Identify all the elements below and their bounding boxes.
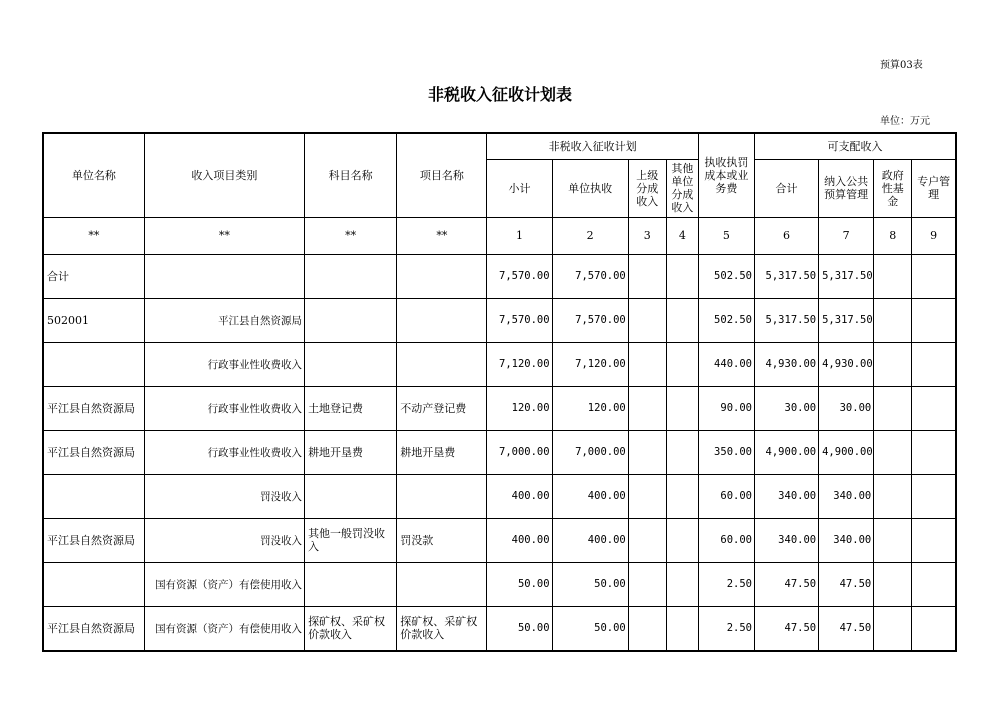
value-cell-6: 5,317.50	[754, 254, 818, 298]
header-disposable-group: 可支配收入	[754, 133, 956, 159]
item-name-cell: 探矿权、采矿权价款收入	[397, 606, 487, 651]
value-cell-2: 50.00	[552, 562, 628, 606]
code-cell: 5	[698, 217, 754, 254]
table-row	[43, 254, 956, 298]
value-cell-6: 30.00	[754, 386, 818, 430]
header-enforcement-cost: 执收执罚成本或业务费	[698, 133, 754, 217]
value-cell-8	[874, 562, 912, 606]
code-cell: 6	[754, 217, 818, 254]
unit-name-cell: 平江县自然资源局	[43, 518, 144, 562]
value-cell-ategory	[144, 254, 304, 298]
value-cell-3	[628, 342, 666, 386]
value-cell-4	[666, 342, 698, 386]
item-name-cell: 不动产登记费	[397, 386, 487, 430]
table-row	[43, 386, 956, 430]
table-row	[43, 562, 956, 606]
value-cell-4	[666, 430, 698, 474]
value-cell-7: 4,900.00	[819, 430, 874, 474]
unit-name-cell: 平江县自然资源局	[43, 606, 144, 651]
value-cell-ategory: 罚没收入	[144, 518, 304, 562]
value-cell-9	[912, 430, 956, 474]
value-cell-1: 50.00	[487, 606, 552, 651]
value-cell-6: 340.00	[754, 474, 818, 518]
value-cell-9	[912, 474, 956, 518]
value-cell-3	[628, 606, 666, 651]
value-cell-1: 120.00	[487, 386, 552, 430]
value-cell-6: 47.50	[754, 562, 818, 606]
value-cell-9	[912, 254, 956, 298]
value-cell-8	[874, 606, 912, 651]
header-other-share: 其他单位分成收入	[666, 159, 698, 217]
table-row	[43, 298, 956, 342]
value-cell-5: 440.00	[698, 342, 754, 386]
unit-name-cell: 平江县自然资源局	[43, 386, 144, 430]
value-cell-8	[874, 298, 912, 342]
value-cell-5: 502.50	[698, 298, 754, 342]
value-cell-1: 7,570.00	[487, 298, 552, 342]
item-name-cell	[397, 254, 487, 298]
header-income-category: 收入项目类别	[144, 133, 304, 217]
value-cell-9	[912, 518, 956, 562]
value-cell-6: 5,317.50	[754, 298, 818, 342]
header-unit-collect: 单位执收	[552, 159, 628, 217]
value-cell-6: 47.50	[754, 606, 818, 651]
code-cell: 9	[912, 217, 956, 254]
code-cell: 2	[552, 217, 628, 254]
value-cell-ategory: 平江县自然资源局	[144, 298, 304, 342]
value-cell-2: 400.00	[552, 518, 628, 562]
value-cell-7: 5,317.50	[819, 298, 874, 342]
value-cell-3	[628, 430, 666, 474]
value-cell-2: 400.00	[552, 474, 628, 518]
header-special: 专户管理	[912, 159, 956, 217]
table-row	[43, 518, 956, 562]
value-cell-6: 4,900.00	[754, 430, 818, 474]
unit-name-cell	[43, 342, 144, 386]
code-cell: **	[305, 217, 397, 254]
form-number: 预算03表	[880, 60, 923, 71]
value-cell-4	[666, 386, 698, 430]
code-cell: 8	[874, 217, 912, 254]
value-cell-9	[912, 562, 956, 606]
value-cell-2: 7,000.00	[552, 430, 628, 474]
value-cell-6: 4,930.00	[754, 342, 818, 386]
value-cell-2: 120.00	[552, 386, 628, 430]
header-subject-name: 科目名称	[305, 133, 397, 217]
value-cell-ategory: 行政事业性收费收入	[144, 430, 304, 474]
table-row	[43, 474, 956, 518]
subject-name-cell	[305, 298, 397, 342]
value-cell-1: 400.00	[487, 474, 552, 518]
value-cell-7: 47.50	[819, 606, 874, 651]
value-cell-1: 7,120.00	[487, 342, 552, 386]
value-cell-ategory: 行政事业性收费收入	[144, 342, 304, 386]
value-cell-5: 90.00	[698, 386, 754, 430]
value-cell-3	[628, 562, 666, 606]
value-cell-2: 7,570.00	[552, 298, 628, 342]
value-cell-5: 2.50	[698, 606, 754, 651]
subject-name-cell	[305, 254, 397, 298]
value-cell-7: 30.00	[819, 386, 874, 430]
code-cell: **	[43, 217, 144, 254]
value-cell-2: 7,120.00	[552, 342, 628, 386]
table-row	[43, 606, 956, 651]
value-cell-3	[628, 386, 666, 430]
header-plan-group: 非税收入征收计划	[487, 133, 698, 159]
value-cell-8	[874, 430, 912, 474]
value-cell-5: 350.00	[698, 430, 754, 474]
value-cell-7: 340.00	[819, 518, 874, 562]
item-name-cell	[397, 298, 487, 342]
item-name-cell: 耕地开垦费	[397, 430, 487, 474]
code-cell: 7	[819, 217, 874, 254]
value-cell-1: 400.00	[487, 518, 552, 562]
value-cell-1: 7,570.00	[487, 254, 552, 298]
subject-name-cell: 土地登记费	[305, 386, 397, 430]
value-cell-4	[666, 298, 698, 342]
value-cell-7: 4,930.00	[819, 342, 874, 386]
unit-name-cell: 502001	[43, 298, 144, 342]
value-cell-8	[874, 342, 912, 386]
value-cell-8	[874, 254, 912, 298]
value-cell-8	[874, 386, 912, 430]
page-title: 非税收入征收计划表	[427, 85, 572, 104]
header-unit-name: 单位名称	[43, 133, 144, 217]
value-cell-8	[874, 474, 912, 518]
value-cell-4	[666, 474, 698, 518]
value-cell-4	[666, 606, 698, 651]
unit-name-cell: 合计	[43, 254, 144, 298]
value-cell-8	[874, 518, 912, 562]
value-cell-7: 5,317.50	[819, 254, 874, 298]
value-cell-9	[912, 342, 956, 386]
code-cell: **	[144, 217, 304, 254]
subject-name-cell	[305, 562, 397, 606]
value-cell-5: 60.00	[698, 518, 754, 562]
value-cell-5: 502.50	[698, 254, 754, 298]
value-cell-1: 50.00	[487, 562, 552, 606]
non-tax-revenue-table	[42, 132, 957, 652]
value-cell-ategory: 行政事业性收费收入	[144, 386, 304, 430]
value-cell-2: 50.00	[552, 606, 628, 651]
value-cell-3	[628, 298, 666, 342]
code-cell: 1	[487, 217, 552, 254]
unit-name-cell	[43, 562, 144, 606]
subject-name-cell: 耕地开垦费	[305, 430, 397, 474]
unit-label: 单位：万元	[880, 116, 930, 127]
header-gov-fund: 政府性基金	[874, 159, 912, 217]
value-cell-6: 340.00	[754, 518, 818, 562]
value-cell-ategory: 罚没收入	[144, 474, 304, 518]
subject-name-cell	[305, 474, 397, 518]
code-cell: 3	[628, 217, 666, 254]
header-item-name: 项目名称	[397, 133, 487, 217]
value-cell-2: 7,570.00	[552, 254, 628, 298]
value-cell-4	[666, 254, 698, 298]
value-cell-5: 60.00	[698, 474, 754, 518]
header-public-budget: 纳入公共预算管理	[819, 159, 874, 217]
value-cell-1: 7,000.00	[487, 430, 552, 474]
value-cell-ategory: 国有资源（资产）有偿使用收入	[144, 562, 304, 606]
value-cell-9	[912, 298, 956, 342]
value-cell-5: 2.50	[698, 562, 754, 606]
value-cell-3	[628, 518, 666, 562]
value-cell-9	[912, 386, 956, 430]
subject-name-cell: 探矿权、采矿权价款收入	[305, 606, 397, 651]
code-cell: **	[397, 217, 487, 254]
item-name-cell	[397, 342, 487, 386]
value-cell-3	[628, 254, 666, 298]
subject-name-cell	[305, 342, 397, 386]
value-cell-7: 47.50	[819, 562, 874, 606]
header-upper-share: 上级分成收入	[628, 159, 666, 217]
value-cell-9	[912, 606, 956, 651]
value-cell-7: 340.00	[819, 474, 874, 518]
table-row	[43, 342, 956, 386]
item-name-cell: 罚没款	[397, 518, 487, 562]
subject-name-cell: 其他一般罚没收入	[305, 518, 397, 562]
unit-name-cell	[43, 474, 144, 518]
header-subtotal: 小计	[487, 159, 552, 217]
code-cell: 4	[666, 217, 698, 254]
value-cell-4	[666, 518, 698, 562]
header-total: 合计	[754, 159, 818, 217]
value-cell-3	[628, 474, 666, 518]
unit-name-cell: 平江县自然资源局	[43, 430, 144, 474]
table-row	[43, 430, 956, 474]
value-cell-ategory: 国有资源（资产）有偿使用收入	[144, 606, 304, 651]
column-code-row	[43, 217, 956, 254]
value-cell-4	[666, 562, 698, 606]
item-name-cell	[397, 474, 487, 518]
item-name-cell	[397, 562, 487, 606]
